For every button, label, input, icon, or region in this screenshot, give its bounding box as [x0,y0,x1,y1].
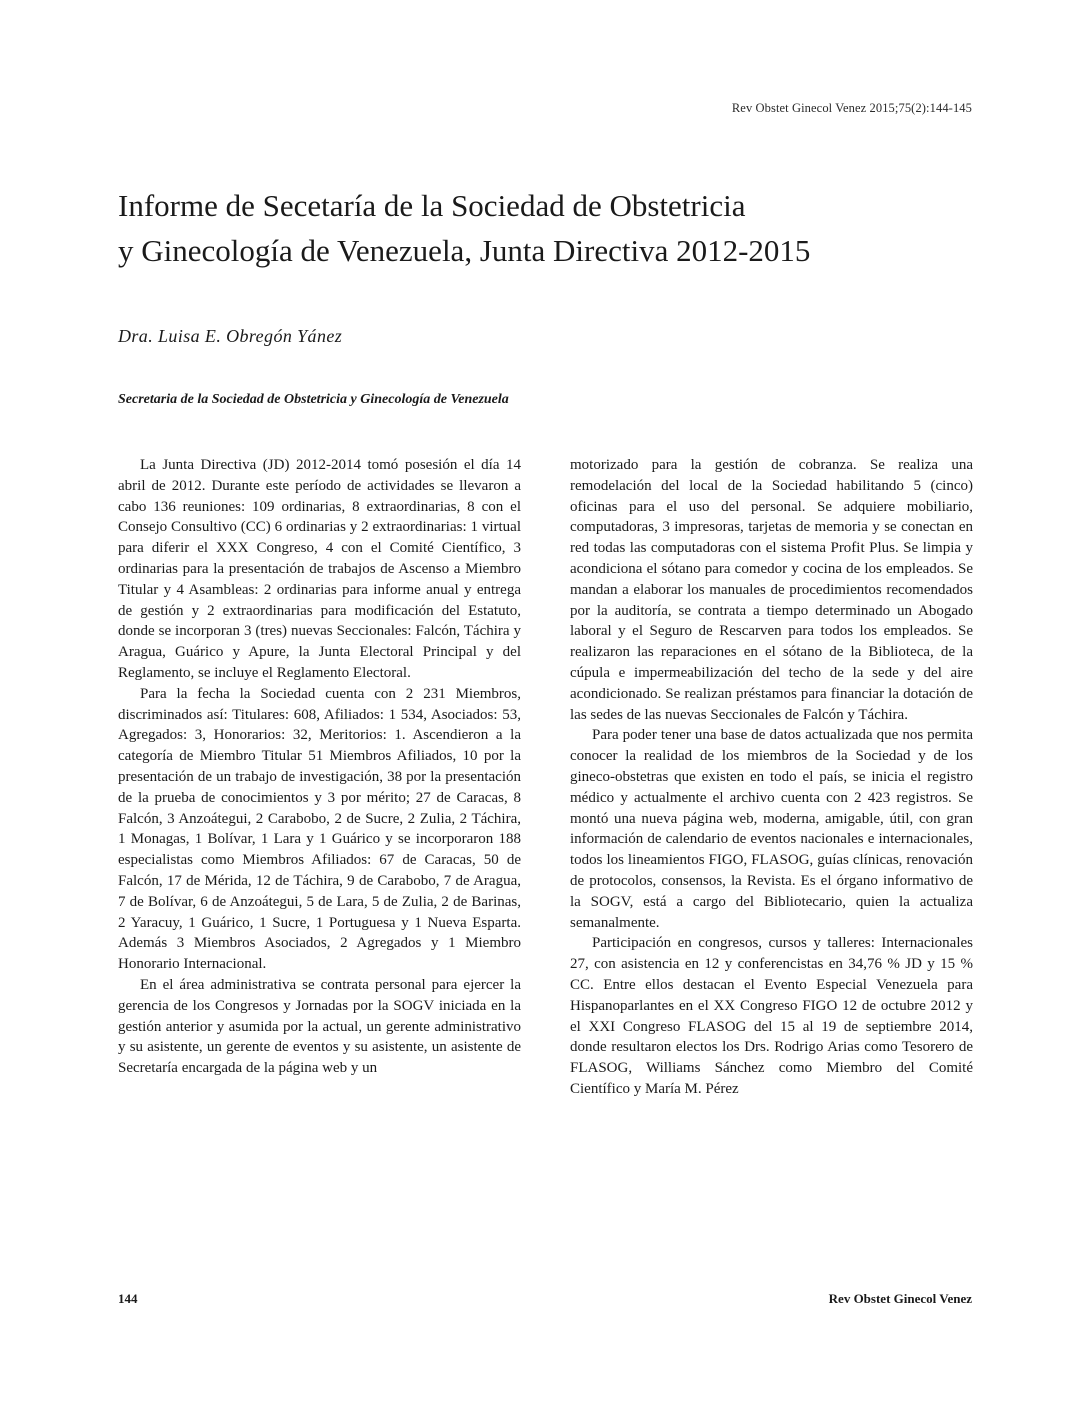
left-column [118,455,521,1079]
running-head: Rev Obstet Ginecol Venez 2015;75(2):144-145 [731,101,972,115]
paragraph: La Junta Directiva (JD) 2012-2014 tomó posesión el día 14 abril de 2012. Durante este período de actividades se llevaron a cabo 136 reuniones: 109 ordinarias, 8 extraordinarias, 8 con el Consejo Consultivo (CC) 6 ordinarias y 2 extraordinarias: 1 virtual para diferir el XXX Congreso, 4 con el Comité Científico, 3 ordinarias para la presentación de trabajos de Ascenso a Miembro Titular y 4 Asambleas: 2 ordinarias para informe anual y entrega de gestión y 2 extraordinarias para modificación del Estatuto, donde se incorporan 3 (tres) nuevas Seccionales: Falcón, Táchira y Aragua, Guárico y Apure, la Junta Electoral Principal y del Reglamento, se incluye el Reglamento Electoral. [118,457,521,681]
paragraph: Participación en congresos, cursos y talleres: Internacionales 27, con asistencia en 12 y conferencistas en 34,76 % JD y 15 % CC. Entre ellos destacan el Evento Especial Venezuela para Hispanoparlantes en el XX Congreso FIGO 12 de octubre 2012 y el XXI Congreso FLASOG del 15 al 19 de septiembre 2014, donde resultaron electos los Drs. Rodrigo Arias como Tesorero de FLASOG, Williams Sánchez como Miembro del Comité Científico y María M. Pérez [570,935,973,1097]
footer-journal-name: Rev Obstet Ginecol Venez [828,1291,972,1306]
article-title [118,183,978,273]
title-line-2: y Ginecología de Venezuela, Junta Directiva 2012-2015 [118,233,811,268]
paragraph-continuation: motorizado para la gestión de cobranza. Se realiza una remodelación del local de la Sociedad habilitando 5 (cinco) oficinas para el uso del personal. Se adquiere mobiliario, computadoras, 3 impresoras, tarjetas de memoria y se conectan en red todas las computadoras con el sistema Profit Plus. Se limpia y acondiciona el sótano para comedor y cocina de los empleados. Se mandan a elaborar los manuales de procedimientos recomendados por la auditoría, se contrata a tiempo determinado un Abogado laboral y el Seguro de Rescarven para todos los empleados. Se realizaron las reparaciones en el sótano de la Biblioteca, de la cúpula e impermeabilización del techo de la sede y del aire acondicionado. Se realizan préstamos para financiar la dotación de las sedes de las nuevas Seccionales de Falcón y Táchira. [570,457,973,723]
paragraph: Para poder tener una base de datos actualizada que nos permita conocer la realidad de los miembros de la Sociedad y de los gineco-obstetras que existen en todo el país, se inicia el registro médico y actualmente el archivo cuenta con 2 423 registros. Se montó una nueva página web, moderna, amigable, útil, con gran información de calendario de eventos nacionales e internacionales, todos los lineamientos FIGO, FLASOG, guías clínicas, renovación de protocolos, consensos, la Revista. Es el órgano informativo de la SOGV, está a cargo del Bibliotecario, quien la actualiza semanalmente. [570,727,973,931]
paragraph: Para la fecha la Sociedad cuenta con 2 231 Miembros, discriminados así: Titulares: 608, Afiliados: 1 534, Asociados: 53, Agregados: 3, Honorarios: 32, Meritorios: 1. Ascendieron a la categoría de Miembro Titular 51 Miembros Afiliados, 10 por la presentación de un trabajo de investigación, 38 por la presentación de la prueba de conocimientos y 3 por mérito; 27 de Caracas, 8 Falcón, 3 Anzoátegui, 2 Carabobo, 2 de Sucre, 2 Zulia, 2 Táchira, 1 Monagas, 1 Bolívar, 1 Lara y 1 Guárico y se incorporaron 188 especialistas como Miembros Afiliados: 67 de Caracas, 50 de Falcón, 17 de Mérida, 12 de Táchira, 9 de Carabobo, 7 de Aragua, 7 de Bolívar, 6 de Anzoátegui, 5 de Lara, 5 de Zulia, 2 de Barinas, 2 Yaracuy, 1 Guárico, 1 Sucre, 1 Portuguesa y 1 Nueva Esparta. Además 3 Miembros Asociados, 2 Agregados y 1 Miembro Honorario Internacional. [118,685,521,973]
title-line-1: Informe de Secetaría de la Sociedad de Obstetricia [118,188,746,223]
right-column [570,455,973,1100]
author-name: Dra. Luisa E. Obregón Yánez [118,326,343,346]
author-affiliation: Secretaria de la Sociedad de Obstetricia y Ginecología de Venezuela [118,392,509,407]
paragraph: En el área administrativa se contrata personal para ejercer la gerencia de los Congresos y Jornadas por la SOGV iniciada en la gestión anterior y asumida por la actual, un gerente administrativo y su asistente, un gerente de eventos y su asistente, un asistente de Secretaría encargada de la página web y un [118,976,521,1077]
page-number: 144 [118,1291,138,1306]
